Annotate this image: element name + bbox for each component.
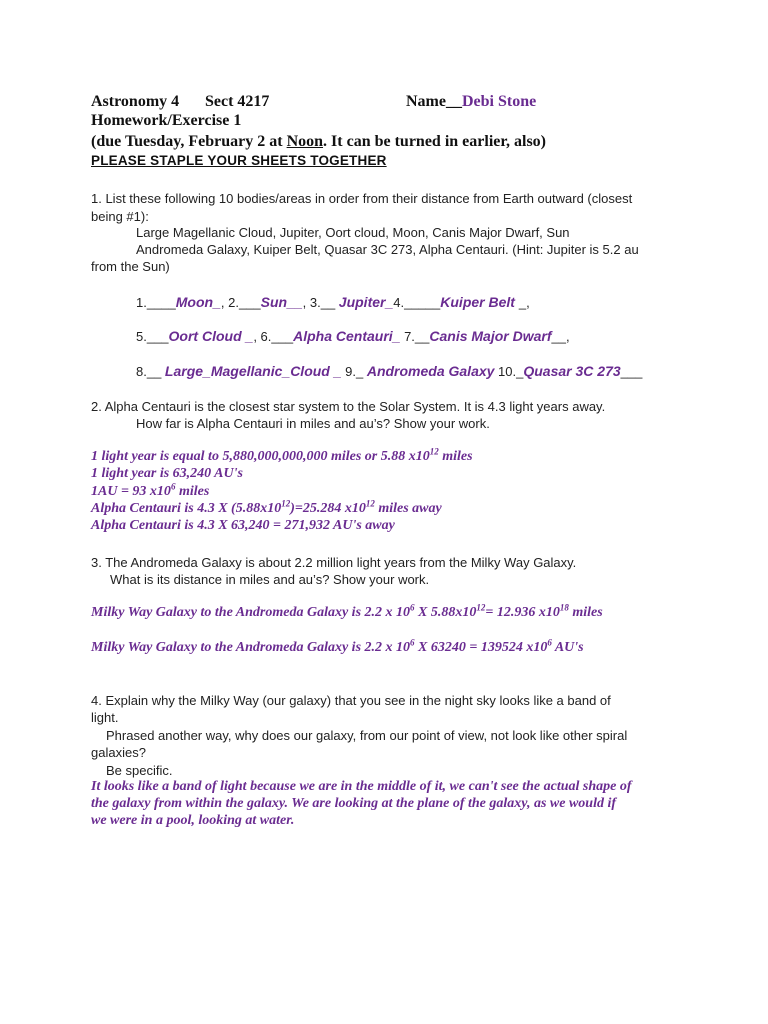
q4-line5: Be specific. xyxy=(106,763,173,778)
q3-a2-text: Milky Way Galaxy to the Andromeda Galaxy is 2.2 x 10 xyxy=(91,640,411,655)
blank-2: , 2.___ xyxy=(220,295,261,310)
q4-line2: light. xyxy=(91,710,119,725)
blank-10-end: ___ xyxy=(620,364,643,379)
blank-1: 1.____ xyxy=(136,295,176,310)
name-label: Name__ xyxy=(406,93,462,110)
q1-line3: Large Magellanic Cloud, Jupiter, Oort cloud, Moon, Canis Major Dwarf, Sun xyxy=(136,225,570,240)
q2-answer-3 xyxy=(91,481,210,500)
q3-line1: 3. The Andromeda Galaxy is about 2.2 million light years from the Milky Way Galaxy. xyxy=(91,555,577,570)
exponent: 6 xyxy=(410,602,415,613)
exponent: 6 xyxy=(410,637,415,648)
staple-instruction: PLEASE STAPLE YOUR SHEETS TOGETHER xyxy=(91,153,387,168)
q2-a1-unit: miles xyxy=(438,449,473,464)
q3-a1-text: Milky Way Galaxy to the Andromeda Galaxy is 2.2 x 10 xyxy=(91,605,411,620)
q2-answer-4 xyxy=(91,498,442,517)
q3-a1-unit: miles xyxy=(568,605,603,620)
q1-line2: being #1): xyxy=(91,209,149,224)
q1-line5: from the Sun) xyxy=(91,259,170,274)
blank-3: , 3.__ xyxy=(302,295,339,310)
homework-title: Homework/Exercise 1 xyxy=(91,112,242,129)
answer-4: Kuiper Belt xyxy=(440,294,519,310)
q2-a3-text: 1AU = 93 x10 xyxy=(91,484,171,499)
q4-answer-2: the galaxy from within the galaxy. We are looking at the plane of the galaxy, as we would if xyxy=(91,796,617,811)
q1-answer-row1 xyxy=(136,294,530,311)
due-pre: (due Tuesday, February 2 at xyxy=(91,133,287,150)
q1-line1: 1. List these following 10 bodies/areas in order from their distance from Earth outward (closest xyxy=(91,191,633,206)
answer-6: Alpha Centauri_ xyxy=(293,328,401,344)
exponent: 6 xyxy=(547,637,552,648)
section-label: Sect 4217 xyxy=(205,93,270,110)
q3-a2-unit: AU's xyxy=(551,640,584,655)
due-post: . It can be turned in earlier, also) xyxy=(323,133,546,150)
course-name: Astronomy 4 xyxy=(91,93,180,110)
blank-10: 10._ xyxy=(494,364,524,379)
answer-1: Moon_ xyxy=(175,294,221,310)
q2-a4-unit: miles away xyxy=(374,501,442,516)
answer-8: Large_Magellanic_Cloud _ xyxy=(164,363,342,379)
q3-answer-2 xyxy=(91,637,584,656)
blank-7: 7.__ xyxy=(400,329,430,344)
q4-answer-3: we were in a pool, looking at water. xyxy=(91,813,295,828)
due-date xyxy=(91,133,546,151)
blank-6: , 6.___ xyxy=(253,329,294,344)
blank-9: 9._ xyxy=(341,364,367,379)
blank-4: 4._____ xyxy=(393,295,441,310)
q2-a4-text: Alpha Centauri is 4.3 X (5.88x10 xyxy=(91,501,282,516)
q2-a3-unit: miles xyxy=(175,484,210,499)
q3-a1-mid: X 5.88x10 xyxy=(414,605,477,620)
answer-9: Andromeda Galaxy xyxy=(366,363,495,379)
q1-answer-row2 xyxy=(136,328,570,345)
q2-answer-2: 1 light year is 63,240 AU's xyxy=(91,466,243,481)
answer-10: Quasar 3C 273 xyxy=(523,363,621,379)
q2-answer-5: Alpha Centauri is 4.3 X 63,240 = 271,932 AU's away xyxy=(91,518,395,533)
exponent: 6 xyxy=(170,481,176,492)
student-name: Debi Stone xyxy=(461,93,537,110)
q4-line4: galaxies? xyxy=(91,745,146,760)
course-title xyxy=(91,93,179,111)
q2-a1-text: 1 light year is equal to 5,880,000,000,000 miles or 5.88 x10 xyxy=(91,449,430,464)
answer-5: Oort Cloud _ xyxy=(168,328,254,344)
name-line xyxy=(406,93,536,111)
exponent: 12 xyxy=(365,498,375,509)
exponent: 12 xyxy=(281,498,291,509)
q2-line1: 2. Alpha Centauri is the closest star system to the Solar System. It is 4.3 light years away. xyxy=(91,399,606,414)
exponent: 12 xyxy=(429,446,439,457)
q4-line1: 4. Explain why the Milky Way (our galaxy) that you see in the night sky looks like a band of xyxy=(91,693,611,708)
q1-line4: Andromeda Galaxy, Kuiper Belt, Quasar 3C 273, Alpha Centauri. (Hint: Jupiter is 5.2 au xyxy=(136,242,639,257)
blank-7-end: __, xyxy=(551,329,570,344)
q4-line3: Phrased another way, why does our galaxy, from our point of view, not look like other spiral xyxy=(106,728,628,743)
q3-answer-1 xyxy=(91,602,603,621)
due-noon: Noon xyxy=(286,133,324,150)
q2-line2: How far is Alpha Centauri in miles and au’s? Show your work. xyxy=(136,416,490,431)
answer-7: Canis Major Dwarf xyxy=(429,328,552,344)
blank-5: 5.___ xyxy=(136,329,169,344)
blank-4-end: _, xyxy=(518,295,530,310)
q2-a4-mid: )=25.284 x10 xyxy=(290,501,366,516)
exponent: 18 xyxy=(559,602,569,613)
q1-answer-row3 xyxy=(136,363,642,380)
q2-answer-1 xyxy=(91,446,473,465)
q3-line2: What is its distance in miles and au’s? Show your work. xyxy=(110,572,430,587)
q3-a1-mid2: = 12.936 x10 xyxy=(485,605,560,620)
answer-3: Jupiter_ xyxy=(338,294,394,310)
q3-a2-mid: X 63240 = 139524 x10 xyxy=(414,640,548,655)
answer-2: Sun__ xyxy=(260,294,303,310)
blank-8: 8.__ xyxy=(136,364,165,379)
q4-answer-1: It looks like a band of light because we are in the middle of it, we can't see the actual shape of xyxy=(91,779,632,794)
exponent: 12 xyxy=(476,602,486,613)
